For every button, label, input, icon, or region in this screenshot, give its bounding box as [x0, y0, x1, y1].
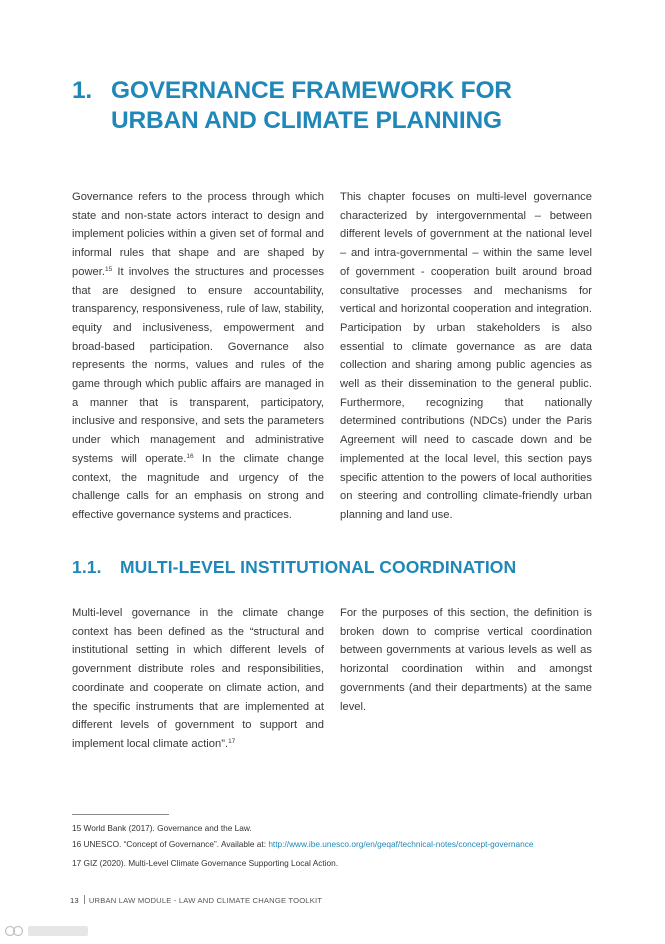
- page-number: 13: [70, 896, 79, 905]
- footnote-15: 15 World Bank (2017). Governance and the Law.: [72, 823, 252, 833]
- chapter-number: 1.: [72, 77, 93, 104]
- section-title: MULTI-LEVEL INSTITUTIONAL COORDINATION: [120, 557, 517, 577]
- footer-divider: [84, 895, 85, 904]
- watermark-logo: [4, 924, 90, 941]
- footnote-16-link[interactable]: http://www.ibe.unesco.org/en/geqaf/technical-notes/concept-governance: [268, 839, 534, 849]
- section-2-column-1: [72, 604, 324, 754]
- footnote-divider: [72, 814, 169, 815]
- paragraph: This chapter focuses on multi-level governance characterized by intergovernmental – between different levels of government at the national level – and intra-governmental – within the same level of government - cooperation built around broad consultative processes and mechanisms for vertical and horizontal cooperation and integration. Participation by urban stakeholders is also essential to climate governance as are data collection and sharing among public agencies as well as their dissemination to the general public. Furthermore, recognizing that nationally determined contributions (NDCs) under the Paris Agreement will need to cascade down and be implemented at the local level, this section pays specific attention to the powers of local authorities on steering and controlling climate-friendly urban planning and land use.: [340, 191, 592, 521]
- section-2-column-2: [340, 604, 592, 716]
- chapter-title-line-1: GOVERNANCE FRAMEWORK FOR: [111, 77, 512, 104]
- chapter-title-line-2: URBAN AND CLIMATE PLANNING: [111, 107, 502, 134]
- footnote-ref-17[interactable]: 17: [228, 737, 236, 745]
- paragraph: Governance refers to the process through which state and non-state actors interact to design and implement policies within a given set of formal and informal rules that shape and are shaped by power.$^{15}$ It involves the structures and processes that are designed to ensure accountability, transparency, responsiveness, rule of law, stability, equity and inclusiveness, empowerment and broad-based participation. Governance also represents the norms, values and rules of the game through which public affairs are managed in a manner that is transparent, participatory, inclusive and responsive, and sets the parameters under which management and administrative systems will operate.$^{16}$ In the climate change context, the magnitude and urgency of the challenge calls for an emphasis on strong and effective governance systems and practices.: [72, 191, 324, 521]
- footnote-ref-15[interactable]: 15: [104, 265, 113, 273]
- watermark-icon: [4, 924, 90, 938]
- section-1-column-2: [340, 188, 592, 525]
- section-heading: [72, 556, 516, 578]
- section-1-column-1: [72, 188, 324, 525]
- footnote-ref-16[interactable]: 16: [186, 452, 194, 460]
- footer-title: URBAN LAW MODULE - LAW AND CLIMATE CHANGE TOOLKIT: [88, 896, 323, 905]
- section-number: 1.1.: [72, 557, 102, 577]
- page-footer: [70, 895, 322, 906]
- paragraph: Multi-level governance in the climate change context has been defined as the “structural and institutional setting in which different levels of government distribute roles and responsibilities, coordinate and cooperate on climate action, and the specific instruments that are implemented at different levels of government to support and implement local climate action”.$^{17}$: [72, 607, 324, 750]
- paragraph: For the purposes of this section, the definition is broken down to comprise vertical coordination between governments at various levels as well as horizontal coordination within and amongst governments (and their departments) at the same level.: [340, 607, 592, 713]
- footnote-17: 17 GIZ (2020). Multi-Level Climate Governance Supporting Local Action.: [72, 858, 339, 868]
- footnote-16: 16 UNESCO. “Concept of Governance”. Available at: http://www.ibe.unesco.org/en/geqaf/technical-notes/concept-governance: [72, 839, 534, 849]
